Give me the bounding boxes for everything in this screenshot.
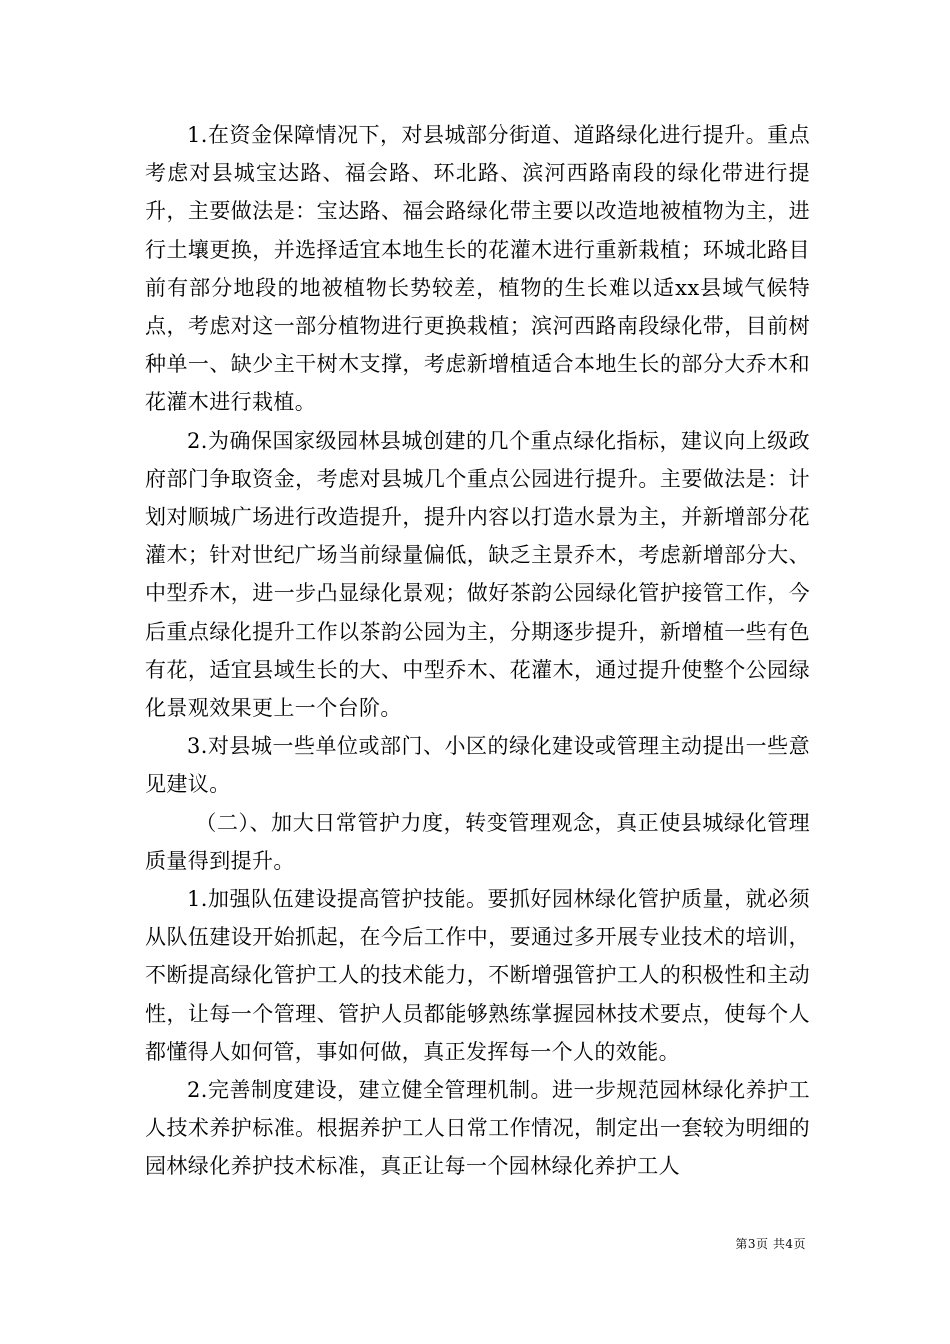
paragraph-3-suggestions: 3.对县城一些单位或部门、小区的绿化建设或管理主动提出一些意见建议。 [145,734,810,797]
paragraph-1-funding-upgrade: 1.在资金保障情况下，对县城部分街道、道路绿化进行提升。重点考虑对县城宝达路、福会路、环北路、滨河西路南段的绿化带进行提升，主要做法是：宝达路、福会路绿化带主要以改造地被植物为主，进行土壤更换，并选择适宜本地生长的花灌木进行重新栽植；环城北路目前有部分地段的地被植物长势较差，植物的生长难以适xx县域气候特点，考虑对这一部分植物进行更换栽植；滨河西路南段绿化带，目前树种单一、缺少主干树木支撑，考虑新增植适合本地生长的部分大乔木和花灌木进行栽植。 [145,123,810,415]
paragraph-4-team-building: 1.加强队伍建设提高管护技能。要抓好园林绿化管护质量，就必须从队伍建设开始抓起，在今后工作中，要通过多开展专业技术的培训，不断提高绿化管护工人的技术能力，不断增强管护工人的积极性和主动性，让每一个管理、管护人员都能够熟练掌握园林技术要点，使每个人都懂得人如何管，事如何做，真正发挥每一个人的效能。 [145,887,810,1064]
page-number-footer: 第3页 共4页 [735,1237,806,1251]
paragraph-5-system-building: 2.完善制度建设，建立健全管理机制。进一步规范园林绿化养护工人技术养护标准。根据养护工人日常工作情况，制定出一套较为明细的园林绿化养护技术标准，真正让每一个园林绿化养护工人 [145,1078,810,1179]
paragraph-2-park-upgrade: 2.为确保国家级园林县城创建的几个重点绿化指标，建议向上级政府部门争取资金，考虑对县城几个重点公园进行提升。主要做法是：计划对顺城广场进行改造提升，提升内容以打造水景为主，并新增部分花灌木；针对世纪广场当前绿量偏低，缺乏主景乔木，考虑新增部分大、中型乔木，进一步凸显绿化景观；做好茶韵公园绿化管护接管工作，今后重点绿化提升工作以茶韵公园为主，分期逐步提升，新增植一些有色有花，适宜县域生长的大、中型乔木、花灌木，通过提升使整个公园绿化景观效果更上一个台阶。 [145,428,810,721]
document-body [145,116,810,1186]
section-heading-management: （二）、加大日常管护力度，转变管理观念，真正使县城绿化管理质量得到提升。 [145,810,810,873]
